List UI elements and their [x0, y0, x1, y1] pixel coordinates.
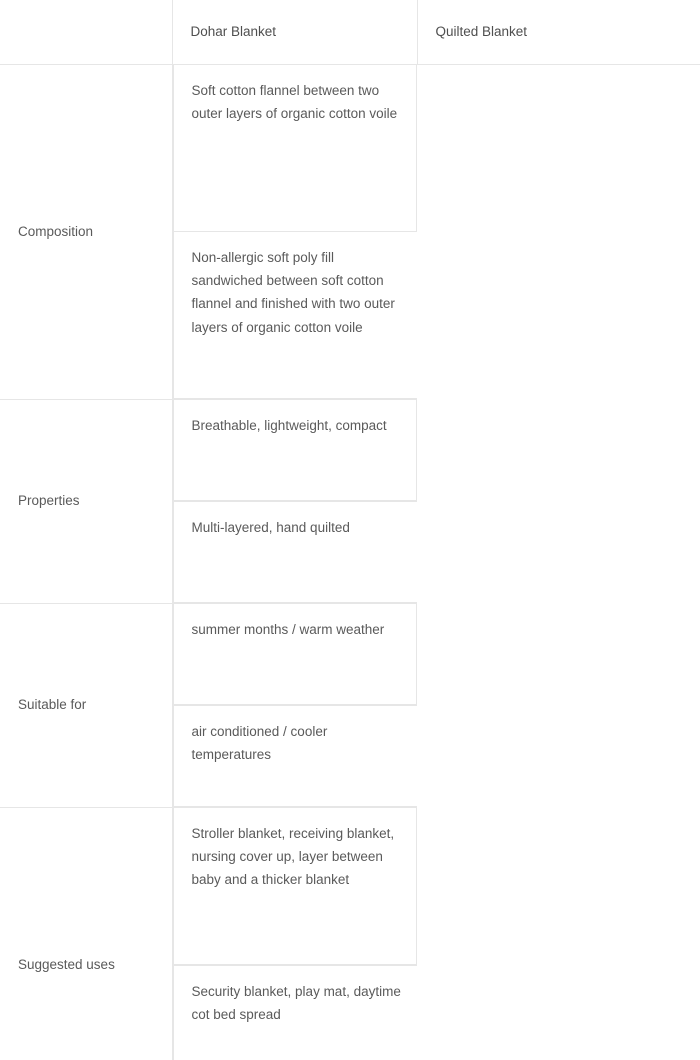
cell-suitable-for-dohar: summer months / warm weather [173, 603, 418, 705]
cell-suggested-uses-dohar: Stroller blanket, receiving blanket, nursing cover up, layer between baby and a thicker blanket [173, 807, 418, 965]
row-label-suitable-for: Suitable for [0, 603, 172, 807]
table-row [0, 807, 700, 1060]
column-header-quilted-blanket: Quilted Blanket [417, 0, 700, 65]
table-row [0, 65, 700, 400]
cell-composition-dohar: Soft cotton flannel between two outer layers of organic cotton voile [173, 65, 418, 232]
table-corner-cell [0, 0, 172, 65]
cell-properties-quilted: Multi-layered, hand quilted [173, 501, 418, 603]
row-label-suggested-uses: Suggested uses [0, 807, 172, 1060]
row-label-composition: Composition [0, 65, 172, 400]
table-header-row [0, 0, 700, 65]
table-row [0, 399, 700, 603]
cell-properties-dohar: Breathable, lightweight, compact [173, 399, 418, 501]
cell-suggested-uses-quilted: Security blanket, play mat, daytime cot bed spread [173, 965, 418, 1060]
table-row [0, 603, 700, 807]
cell-composition-quilted: Non-allergic soft poly fill sandwiched between soft cotton flannel and finished with two outer layers of organic cotton voile [173, 232, 418, 399]
cell-suitable-for-quilted: air conditioned / cooler temperatures [173, 705, 418, 807]
row-label-properties: Properties [0, 399, 172, 603]
column-header-dohar-blanket: Dohar Blanket [172, 0, 417, 65]
